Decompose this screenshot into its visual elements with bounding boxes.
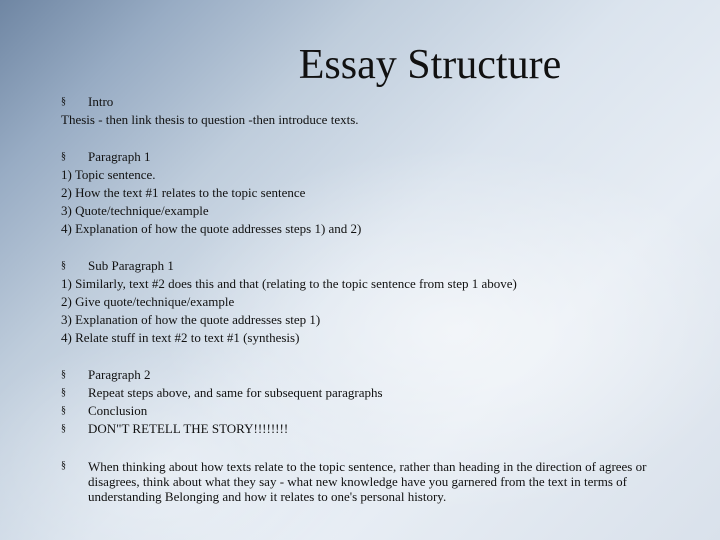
sub-paragraph1-section	[61, 257, 671, 347]
bullet-icon: §	[61, 423, 66, 434]
bullet-icon: §	[61, 387, 66, 398]
paragraph1-section	[61, 148, 671, 238]
sub-paragraph1-heading: Sub Paragraph 1	[88, 258, 174, 273]
paragraph1-step: 1) Topic sentence.	[61, 167, 156, 182]
paragraph1-step: 4) Explanation of how the quote addresses steps 1) and 2)	[61, 221, 362, 236]
sub-paragraph1-step: 3) Explanation of how the quote addresses step 1)	[61, 312, 321, 327]
list-item: § Paragraph 2	[61, 367, 151, 382]
paragraph1-step: 2) How the text #1 relates to the topic sentence	[61, 185, 306, 200]
paragraph1-step: 3) Quote/technique/example	[61, 203, 209, 218]
sub-paragraph1-step: 4) Relate stuff in text #2 to text #1 (synthesis)	[61, 330, 300, 345]
bullet-list	[61, 366, 671, 438]
list-item: § Repeat steps above, and same for subsequent paragraphs	[61, 385, 383, 400]
bullet-icon: §	[61, 405, 66, 416]
bullet-icon: §	[61, 369, 66, 380]
final-note-text: When thinking about how texts relate to the topic sentence, rather than heading in the direction of agrees or disagrees, think about what they say - what new knowledge have you garnered from the text in terms of understanding Belonging and how it relates to one's personal history.	[88, 459, 647, 504]
intro-section	[61, 93, 671, 129]
bullet-icon: §	[61, 460, 66, 471]
intro-heading: Intro	[88, 94, 114, 109]
sub-paragraph1-step: 2) Give quote/technique/example	[61, 294, 235, 309]
list-item: § Conclusion	[61, 403, 148, 418]
paragraph1-heading: Paragraph 1	[88, 149, 151, 164]
list-item: § DON"T RETELL THE STORY!!!!!!!!	[61, 421, 289, 436]
slide-title: Essay Structure	[298, 42, 562, 88]
bullet-icon: §	[61, 260, 66, 271]
sub-paragraph1-step: 1) Similarly, text #2 does this and that (relating to the topic sentence from step 1 above)	[61, 276, 517, 291]
slide-content	[61, 93, 671, 504]
bullet-icon: §	[61, 151, 66, 162]
intro-line: Thesis - then link thesis to question -then introduce texts.	[61, 112, 359, 127]
bullet-icon: §	[61, 96, 66, 107]
final-note	[61, 457, 671, 504]
